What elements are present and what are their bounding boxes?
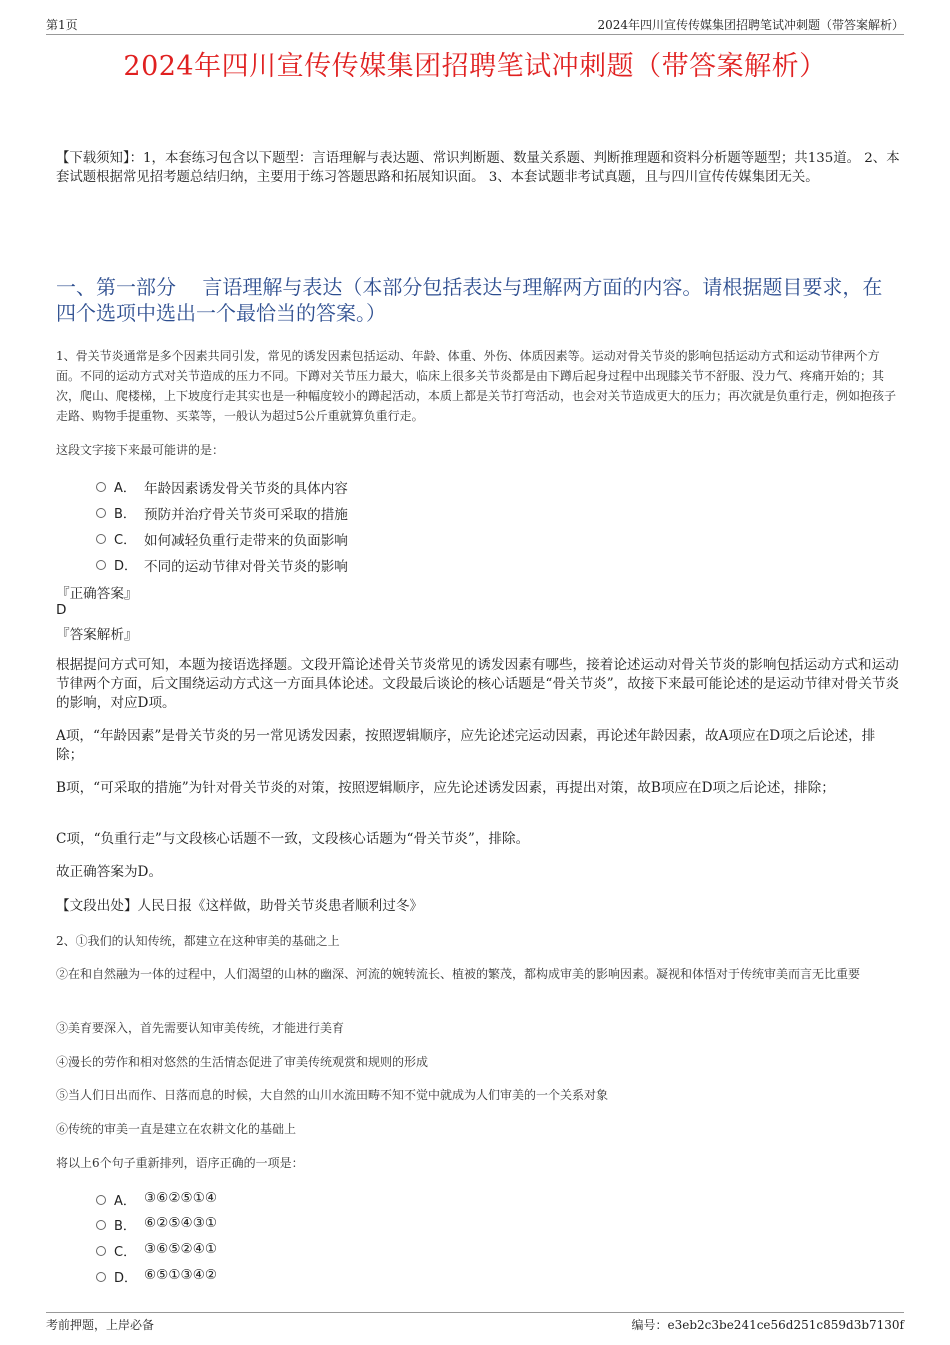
q2-prompt: 将以上6个句子重新排列，语序正确的一项是： xyxy=(56,1156,304,1170)
q2-sentence: ⑥传统的审美一直是建立在农耕文化的基础上 xyxy=(56,1122,297,1136)
q1-source: 【文段出处】人民日报《这样做，助骨关节炎患者顺利过冬》 xyxy=(56,898,424,914)
radio-icon[interactable] xyxy=(96,508,106,518)
section-title: 一、第一部分 言语理解与表达（本部分包括表达与理解两方面的内容。请根据题目要求，在四个选项中选出一个最恰当的答案。） xyxy=(56,275,883,325)
radio-icon[interactable] xyxy=(96,482,106,492)
q1-analysis-para: 故正确答案为D。 xyxy=(56,864,163,880)
page-header xyxy=(46,14,904,35)
q2-sentence: ④漫长的劳作和相对悠然的生活情态促进了审美传统观赏和规则的形成 xyxy=(56,1055,429,1069)
radio-icon[interactable] xyxy=(96,1220,106,1230)
document-title: 2024年四川宣传传媒集团招聘笔试冲刺题（带答案解析） xyxy=(123,51,827,82)
page-footer xyxy=(46,1312,904,1333)
header-doc-title: 2024年四川宣传传媒集团招聘笔试冲刺题（带答案解析） xyxy=(597,18,904,32)
q1-analysis-label: 『答案解析』 xyxy=(56,627,138,643)
document-page: 第1页 2024年四川宣传传媒集团招聘笔试冲刺题（带答案解析） 2024年四川宣传传媒集团招聘笔试冲刺题（带答案解析） 【下载须知】：1，本套练习包含以下题型：言语理解与表达题、常识判断题、数量关系题、判断推理题和资料分析题等题型；共135道。 2、本套试题根据常见招考题总结归纳，主要用于练习答题思路和拓展知识面。 3、本套试题非考试真题，且与四川宣传传媒集团无关。 一、第一部分 言语理解与表达（本部分包括表达与理解两方面的内容。请根据题目要求，在四个选项中选出一个最恰当的答案。） 1、骨关节炎通常是多个因素共同引发，常见的诱发因素包括运动、年龄、体重、外伤、体质因素等。运动对骨关节炎的影响包括运动方式和运动节律两个方面。不同的运动方式对关节造成的压力不同。下蹲对关节压力最大，临床上很多关节炎都是由下蹲后起身过程中出现膝关节不舒服、没力气、疼痛开始的；其次，爬山、爬楼梯，上下坡度行走其实也是一种幅度较小的蹲起活动，本质上都是关节打弯活动，也会对关节造成更大的压力；再次就是负重行走，例如抱孩子走路、购物手提重物、买菜等，一般认为超过5公斤重就算负重行走。 这段文字接下来最可能讲的是： A． 年龄因素诱发骨关节炎的具体内容 B． 预防并治疗骨关节炎可采取的措施 C． 如何减轻负重行走带来的负面影响 D． 不同的运动节律对骨关节炎的影响 『正确答案』 D 『答案解析』 根据提问方式可知，本题为接语选择题。文段开篇论述骨关节炎常见的诱发因素有哪些，接着论述运动对骨关节炎的影响包括运动方式和运动节律两个方面，后文围绕运动方式这一方面具体论述。文段最后谈论的核心话题是“骨关节炎”，故接下来最可能论述的是运动节律对骨关节炎的影响，对应D项。 A项，“年龄因素”是骨关节炎的另一常见诱发因素，按照逻辑顺序，应先论述完运动因素，再论述年龄因素，故A项应在D项之后论述，排除； B项，“可采取的措施”为针对骨关节炎的对策，按照逻辑顺序，应先论述诱发因素，再提出对策，故B项应在D项之后论述，排除； C项，“负重行走”与文段核心话题不一致，文段核心话题为“骨关节炎”，排除。 故正确答案为D。 【文段出处】人民日报《这样做，助骨关节炎患者顺利过冬》 2、①我们的认知传统，都建立在这种审美的基础之上 ②在和自然融为一体的过程中，人们渴望的山林的幽深、河流的婉转流长、植被的繁茂，都构成审美的影响因素。凝视和体悟对于传统审美而言无比重要 ③美育要深入，首先需要认知审美传统，才能进行美育 ④漫长的劳作和相对悠然的生活情态促进了审美传统观赏和规则的形成 ⑤当人们日出而作、日落而息的时候，大自然的山川水流田畴不知不觉中就成为人们审美的一个关系对象 ⑥传统的审美一直是建立在农耕文化的基础上 将以上6个句子重新排列，语序正确的一项是： A． ③⑥②⑤①④ B． ⑥②⑤④③① C． ③⑥⑤②④① D． ⑥⑤①③④② 考前押题，上岸必备 编号：e3eb2c3be241ce56d251c859d3b7130f xyxy=(0,0,950,1345)
q1-analysis-para: 根据提问方式可知，本题为接语选择题。文段开篇论述骨关节炎常见的诱发因素有哪些，接着论述运动对骨关节炎的影响包括运动方式和运动节律两个方面，后文围绕运动方式这一方面具体论述。文段最后谈论的核心话题是“骨关节炎”，故接下来最可能论述的是运动节律对骨关节炎的影响，对应D项。 xyxy=(56,657,900,711)
q1-prompt: 这段文字接下来最可能讲的是： xyxy=(56,443,225,457)
radio-icon[interactable] xyxy=(96,534,106,544)
radio-icon[interactable] xyxy=(96,1272,106,1282)
radio-icon[interactable] xyxy=(96,1195,106,1205)
q2-sentence: ②在和自然融为一体的过程中，人们渴望的山林的幽深、河流的婉转流长、植被的繁茂，都构成审美的影响因素。凝视和体悟对于传统审美而言无比重要 xyxy=(56,967,861,981)
page-number: 第1页 xyxy=(46,18,78,32)
radio-icon[interactable] xyxy=(96,1246,106,1256)
radio-icon[interactable] xyxy=(96,560,106,570)
q2-sentence: ⑤当人们日出而作、日落而息的时候，大自然的山川水流田畴不知不觉中就成为人们审美的一个关系对象 xyxy=(56,1088,609,1102)
q1-answer-label: 『正确答案』 xyxy=(56,586,138,602)
q1-analysis-para: C项，“负重行走”与文段核心话题不一致，文段核心话题为“骨关节炎”，排除。 xyxy=(56,831,530,847)
q1-analysis-para: A项，“年龄因素”是骨关节炎的另一常见诱发因素，按照逻辑顺序，应先论述完运动因素，再论述年龄因素，故A项应在D项之后论述，排除； xyxy=(56,728,876,763)
q1-answer: D xyxy=(56,602,67,618)
footer-serial: 编号：e3eb2c3be241ce56d251c859d3b7130f xyxy=(631,1318,904,1332)
q2-sentence: 2、①我们的认知传统，都建立在这种审美的基础之上 xyxy=(56,934,340,948)
download-notice: 【下载须知】：1，本套练习包含以下题型：言语理解与表达题、常识判断题、数量关系题、判断推理题和资料分析题等题型；共135道。 2、本套试题根据常见招考题总结归纳，主要用于练习答题思路和拓展知识面。 3、本套试题非考试真题，且与四川宣传传媒集团无关。 xyxy=(56,151,900,185)
q2-sentence: ③美育要深入，首先需要认知审美传统，才能进行美育 xyxy=(56,1021,345,1035)
q1-analysis-para: B项，“可采取的措施”为针对骨关节炎的对策，按照逻辑顺序，应先论述诱发因素，再提出对策，故B项应在D项之后论述，排除； xyxy=(56,780,835,796)
footer-slogan: 考前押题，上岸必备 xyxy=(46,1318,155,1332)
q1-stem: 1、骨关节炎通常是多个因素共同引发，常见的诱发因素包括运动、年龄、体重、外伤、体质因素等。运动对骨关节炎的影响包括运动方式和运动节律两个方面。不同的运动方式对关节造成的压力不同。下蹲对关节压力最大，临床上很多关节炎都是由下蹲后起身过程中出现膝关节不舒服、没力气、疼痛开始的；其次，爬山、爬楼梯，上下坡度行走其实也是一种幅度较小的蹲起活动，本质上都是关节打弯活动，也会对关节造成更大的压力；再次就是负重行走，例如抱孩子走路、购物手提重物、买菜等，一般认为超过5公斤重就算负重行走。 xyxy=(56,349,897,423)
